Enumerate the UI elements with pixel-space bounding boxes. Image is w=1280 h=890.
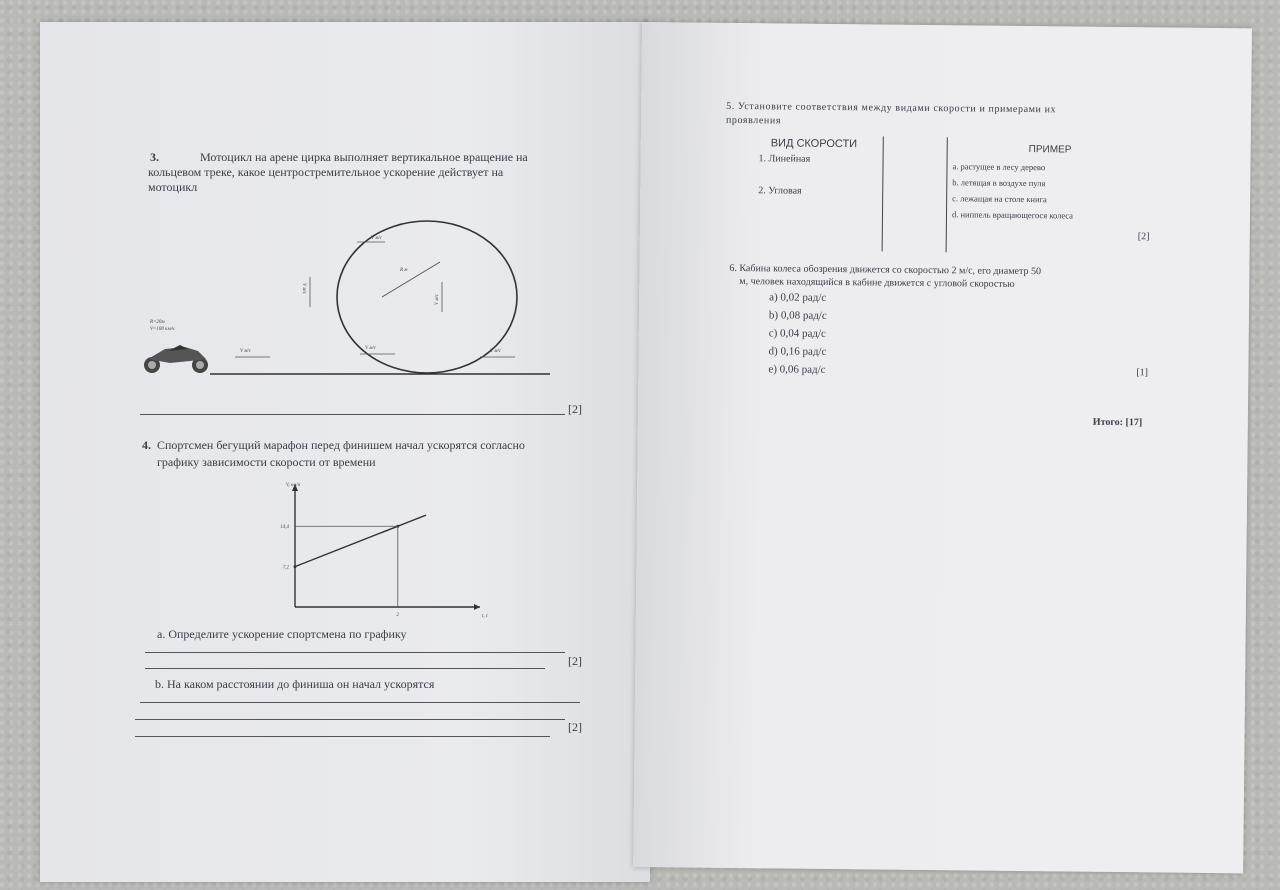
data-point bbox=[294, 565, 297, 568]
q5-col1-header: ВИД СКОРОСТИ bbox=[770, 137, 858, 151]
loop-track-diagram bbox=[135, 217, 565, 382]
q4b-answer-line-3 bbox=[135, 736, 550, 737]
q6-option-c: c) 0,04 рад/с bbox=[768, 327, 827, 340]
v-label-right: V м/с bbox=[435, 293, 441, 306]
q4b-answer-line-2 bbox=[135, 719, 565, 720]
v-label-ground-1: V м/с bbox=[240, 349, 252, 354]
q5-example-d: d. ниппель вращающегося колеса bbox=[951, 209, 1074, 221]
q4-number: 4. bbox=[142, 438, 151, 452]
q5-divider-1 bbox=[882, 137, 884, 252]
q5-example-a: a. растущее в лесу дерево bbox=[952, 161, 1046, 173]
q3-text-line1: Мотоцикл на арене цирка выполняет вертикальное вращение на bbox=[200, 150, 528, 164]
q4-text-line2: графику зависимости скорости от времени bbox=[157, 455, 376, 469]
q5-divider-2 bbox=[946, 137, 948, 252]
q5-col2-header: ПРИМЕР bbox=[1028, 144, 1072, 156]
q4b-points: [2] bbox=[568, 720, 582, 734]
q6-option-a: а) 0,02 рад/с bbox=[769, 291, 827, 304]
x-axis-arrow-icon bbox=[474, 604, 480, 610]
x-tick-label: 2 bbox=[396, 613, 400, 618]
q5-text-line1: 5. Установите соответствия между видами скорости и примерами их bbox=[726, 100, 1057, 116]
q5-example-b: b. летящая в воздухе пуля bbox=[952, 177, 1046, 189]
q4-text-line1: Спортсмен бегущий марафон перед финишем начал ускорятся согласно bbox=[157, 438, 525, 452]
q5-points: [2] bbox=[1137, 231, 1150, 243]
q6-option-b: b) 0,08 рад/с bbox=[768, 309, 827, 322]
q3-text-line3: мотоцикл bbox=[148, 180, 198, 194]
y-axis-label: V, км/ч bbox=[285, 483, 301, 488]
q4a-text: а. Определите ускорение спортсмена по графику bbox=[157, 627, 407, 641]
q5-example-c: c. лежащая на столе книга bbox=[952, 193, 1047, 205]
q3-answer-line bbox=[140, 414, 565, 415]
y-tick-label: 7,2 bbox=[282, 565, 289, 571]
radius-line bbox=[382, 262, 440, 297]
q3-points: [2] bbox=[568, 402, 582, 416]
given-velocity: V=100 км/ч bbox=[150, 327, 175, 332]
q4b-text: b. На каком расстоянии до финиша он начал ускорятся bbox=[155, 677, 435, 691]
q6-option-d: d) 0,16 рад/с bbox=[768, 345, 827, 358]
left-page bbox=[40, 22, 650, 882]
q3-text-line2: кольцевом треке, какое центростремительное ускорение действует на bbox=[148, 165, 504, 179]
v-label-top: V м/с bbox=[371, 236, 383, 241]
y-tick-label: 14,4 bbox=[280, 525, 289, 531]
right-page bbox=[633, 22, 1252, 873]
total-score: Итого: [17] bbox=[1092, 416, 1143, 429]
q4a-points: [2] bbox=[568, 654, 582, 668]
q4b-answer-line-1 bbox=[140, 702, 580, 703]
x-axis-label: t, c bbox=[482, 614, 489, 619]
r-label: R м bbox=[400, 268, 408, 273]
v-label-ground-2: V м/с bbox=[490, 349, 502, 354]
v-label-left: V м/с bbox=[301, 282, 307, 295]
q6-points: [1] bbox=[1136, 367, 1149, 379]
velocity-time-chart bbox=[245, 480, 495, 625]
q6-option-e: e) 0,06 рад/с bbox=[768, 363, 826, 376]
motorcycle-icon bbox=[144, 345, 208, 373]
q5-type-1: 1. Линейная bbox=[758, 153, 811, 165]
q6-text-line1: 6. Кабина колеса обозрения движется со скоростью 2 м/с, его диаметр 50 bbox=[729, 262, 1042, 278]
q3-number: 3. bbox=[150, 150, 159, 164]
series-line bbox=[295, 515, 426, 566]
given-radius: R=20м bbox=[150, 320, 165, 325]
q4a-answer-line-1 bbox=[145, 652, 565, 653]
v-label-bottom: V м/с bbox=[365, 346, 377, 351]
q5-type-2: 2. Угловая bbox=[758, 185, 802, 197]
q5-text-line2: проявления bbox=[725, 114, 782, 127]
q6-text-line2: м, человек находящийся в кабине движется с угловой скоростью bbox=[739, 276, 1015, 290]
q4a-answer-line-2 bbox=[145, 668, 545, 669]
